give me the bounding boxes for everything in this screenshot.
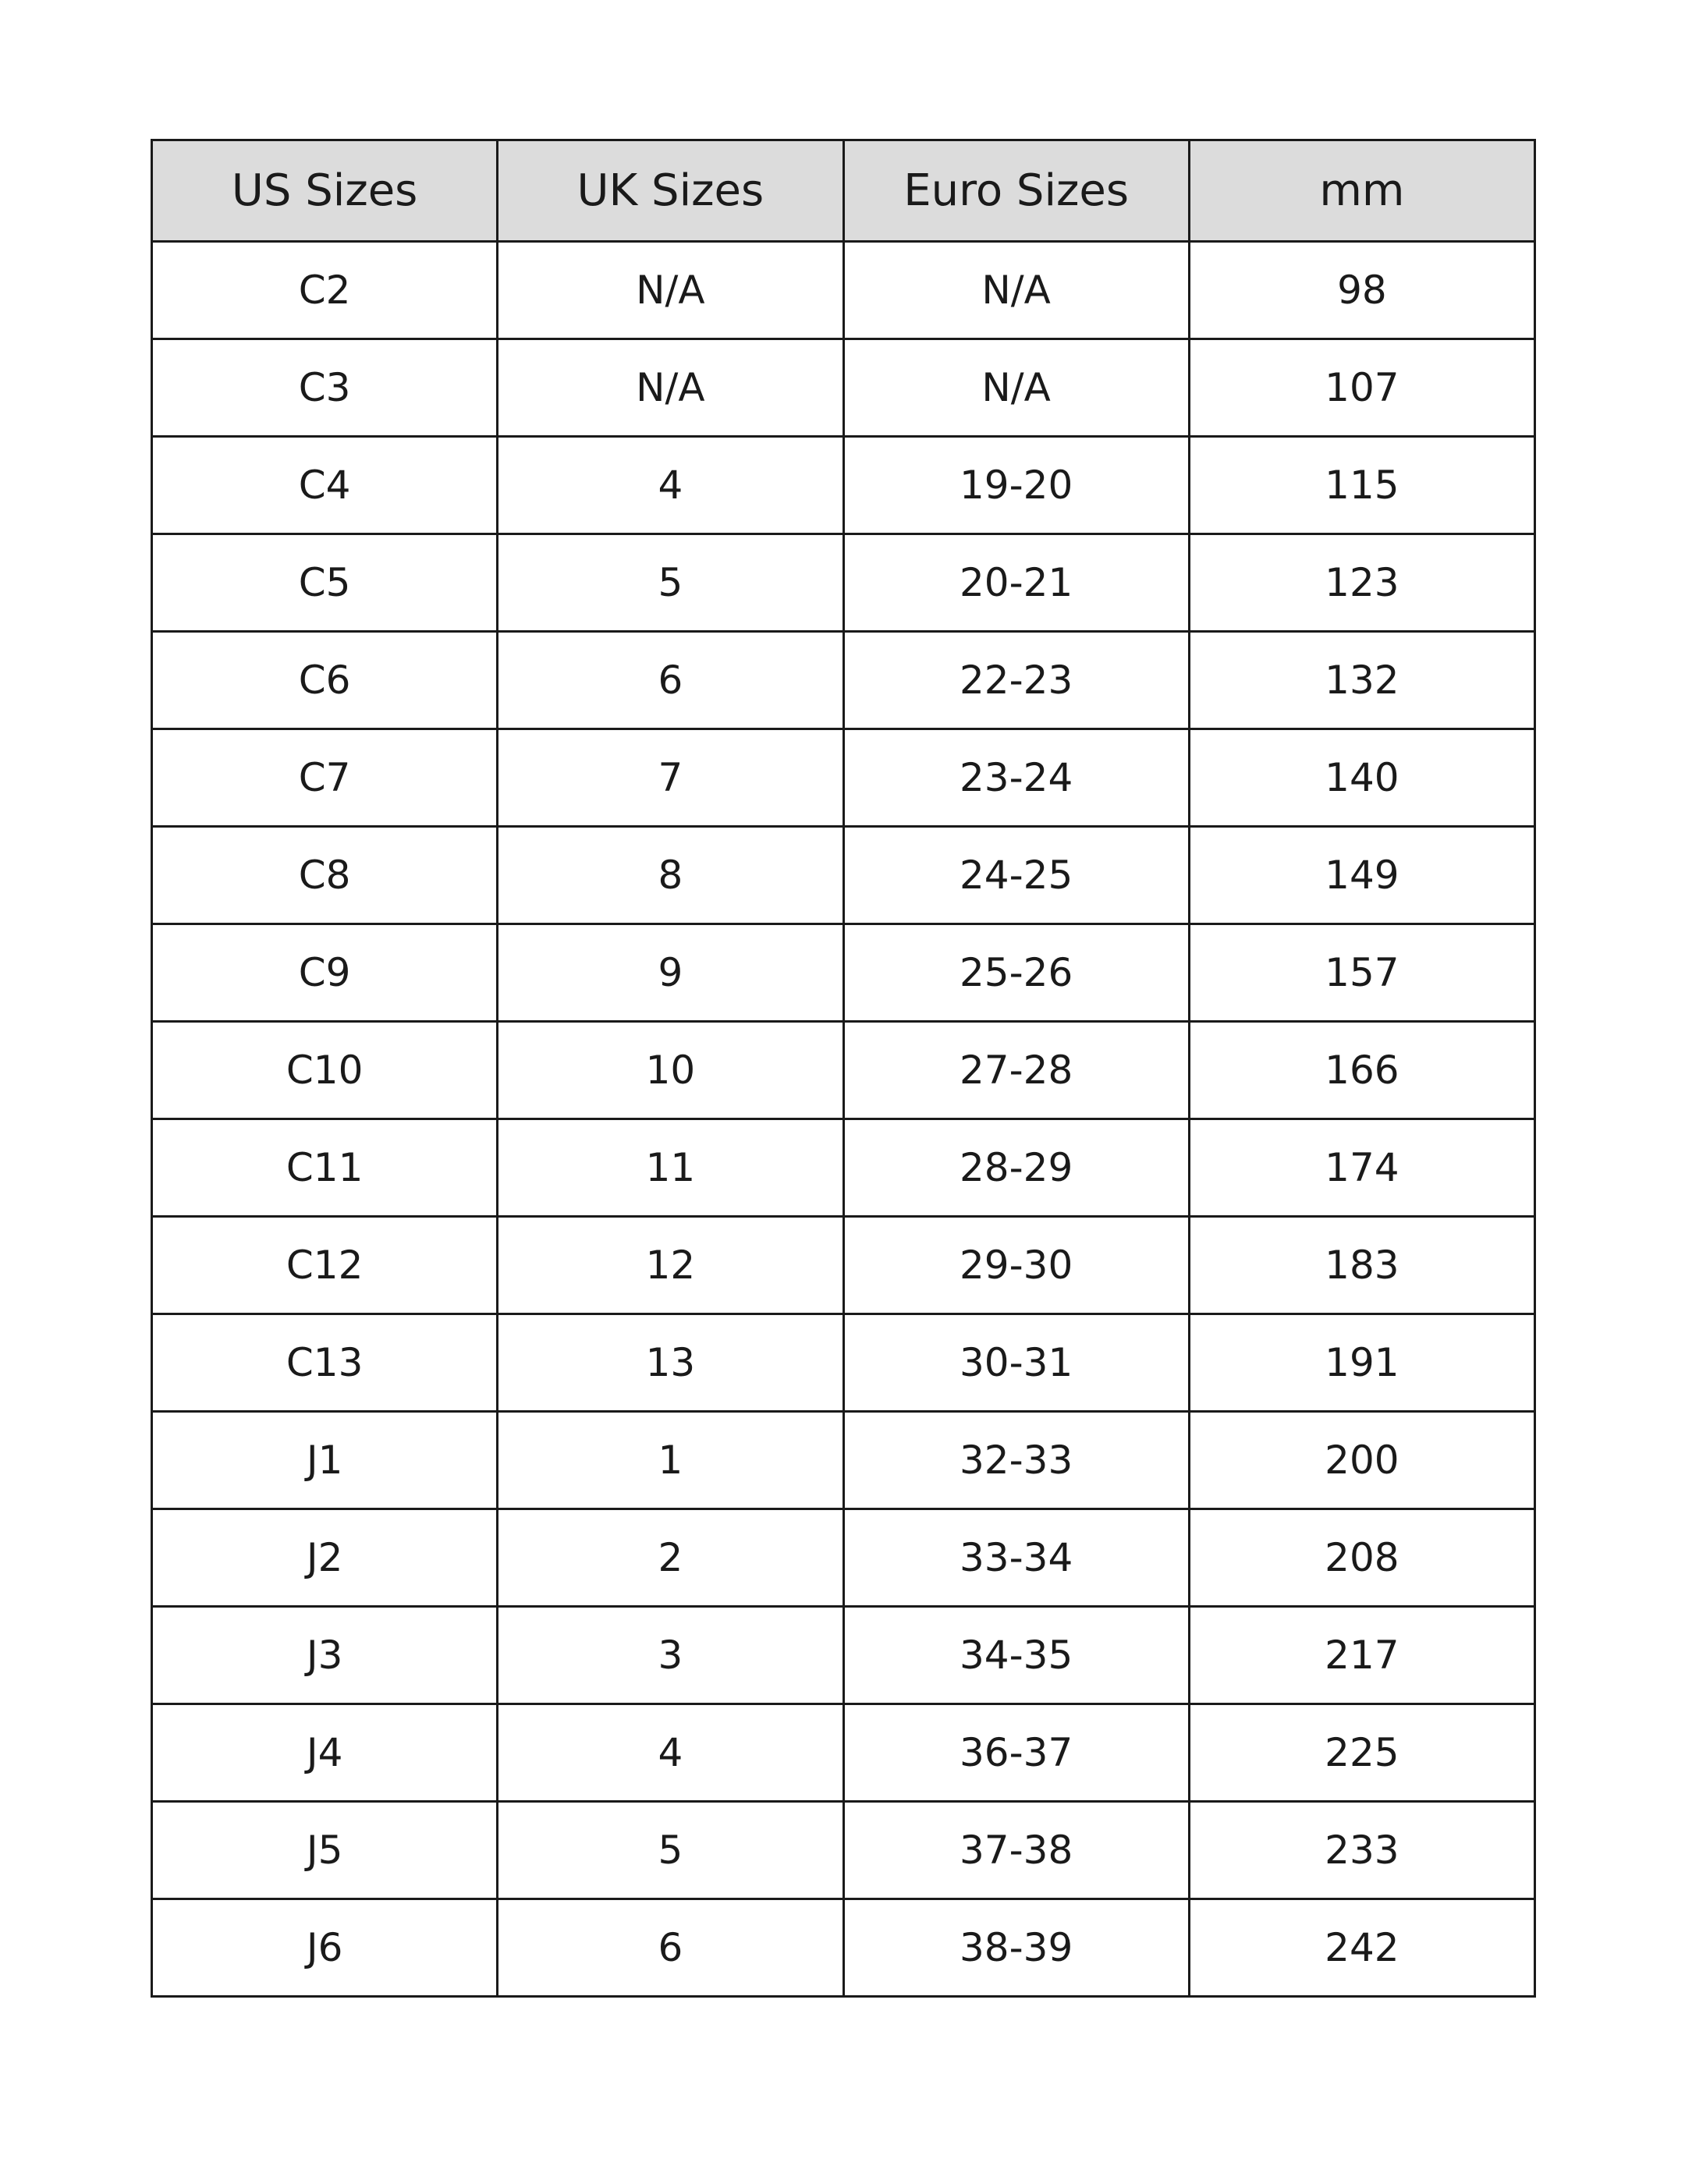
cell-uk-size: 4 <box>498 1704 843 1802</box>
cell-us-size: C5 <box>152 534 498 632</box>
cell-mm: 98 <box>1189 242 1534 339</box>
cell-us-size: C11 <box>152 1119 498 1217</box>
table-body <box>152 242 1535 1997</box>
cell-euro-size: 29-30 <box>843 1217 1189 1314</box>
table-row <box>152 632 1535 729</box>
cell-mm: 132 <box>1189 632 1534 729</box>
cell-us-size: J3 <box>152 1607 498 1704</box>
cell-uk-size: 2 <box>498 1509 843 1607</box>
size-conversion-table <box>151 139 1536 1998</box>
cell-uk-size: 4 <box>498 437 843 534</box>
header-row <box>152 140 1535 242</box>
cell-mm: 242 <box>1189 1899 1534 1997</box>
table-row <box>152 1314 1535 1412</box>
cell-us-size: C7 <box>152 729 498 827</box>
cell-euro-size: 24-25 <box>843 827 1189 924</box>
cell-mm: 191 <box>1189 1314 1534 1412</box>
table-row <box>152 1217 1535 1314</box>
cell-euro-size: N/A <box>843 242 1189 339</box>
cell-us-size: C10 <box>152 1022 498 1119</box>
cell-uk-size: 9 <box>498 924 843 1022</box>
cell-mm: 140 <box>1189 729 1534 827</box>
table-row <box>152 1022 1535 1119</box>
table-row <box>152 242 1535 339</box>
table-row <box>152 924 1535 1022</box>
cell-euro-size: 23-24 <box>843 729 1189 827</box>
table-row <box>152 1899 1535 1997</box>
cell-us-size: J6 <box>152 1899 498 1997</box>
cell-euro-size: 37-38 <box>843 1802 1189 1899</box>
cell-euro-size: 30-31 <box>843 1314 1189 1412</box>
table-row <box>152 534 1535 632</box>
cell-euro-size: 34-35 <box>843 1607 1189 1704</box>
cell-uk-size: 10 <box>498 1022 843 1119</box>
table-row <box>152 729 1535 827</box>
cell-us-size: C2 <box>152 242 498 339</box>
cell-euro-size: N/A <box>843 339 1189 437</box>
cell-uk-size: N/A <box>498 242 843 339</box>
cell-us-size: J1 <box>152 1412 498 1509</box>
cell-mm: 174 <box>1189 1119 1534 1217</box>
cell-euro-size: 33-34 <box>843 1509 1189 1607</box>
cell-euro-size: 20-21 <box>843 534 1189 632</box>
cell-uk-size: 5 <box>498 1802 843 1899</box>
cell-euro-size: 38-39 <box>843 1899 1189 1997</box>
cell-uk-size: 8 <box>498 827 843 924</box>
cell-uk-size: 3 <box>498 1607 843 1704</box>
cell-uk-size: 7 <box>498 729 843 827</box>
cell-mm: 149 <box>1189 827 1534 924</box>
cell-us-size: J2 <box>152 1509 498 1607</box>
column-header-mm: mm <box>1189 140 1534 242</box>
cell-uk-size: N/A <box>498 339 843 437</box>
table-header <box>152 140 1535 242</box>
cell-uk-size: 12 <box>498 1217 843 1314</box>
cell-mm: 217 <box>1189 1607 1534 1704</box>
table-row <box>152 1704 1535 1802</box>
cell-euro-size: 22-23 <box>843 632 1189 729</box>
cell-mm: 200 <box>1189 1412 1534 1509</box>
table-row <box>152 437 1535 534</box>
cell-mm: 225 <box>1189 1704 1534 1802</box>
table-row <box>152 827 1535 924</box>
cell-uk-size: 13 <box>498 1314 843 1412</box>
cell-mm: 233 <box>1189 1802 1534 1899</box>
cell-us-size: C13 <box>152 1314 498 1412</box>
cell-uk-size: 5 <box>498 534 843 632</box>
table-row <box>152 1802 1535 1899</box>
table-row <box>152 339 1535 437</box>
cell-us-size: C12 <box>152 1217 498 1314</box>
cell-euro-size: 36-37 <box>843 1704 1189 1802</box>
cell-mm: 123 <box>1189 534 1534 632</box>
cell-euro-size: 32-33 <box>843 1412 1189 1509</box>
cell-us-size: J5 <box>152 1802 498 1899</box>
table-row <box>152 1412 1535 1509</box>
cell-us-size: C3 <box>152 339 498 437</box>
cell-euro-size: 28-29 <box>843 1119 1189 1217</box>
cell-mm: 115 <box>1189 437 1534 534</box>
cell-uk-size: 6 <box>498 632 843 729</box>
cell-us-size: C4 <box>152 437 498 534</box>
cell-mm: 166 <box>1189 1022 1534 1119</box>
cell-uk-size: 1 <box>498 1412 843 1509</box>
cell-uk-size: 11 <box>498 1119 843 1217</box>
cell-mm: 157 <box>1189 924 1534 1022</box>
cell-us-size: C6 <box>152 632 498 729</box>
cell-us-size: J4 <box>152 1704 498 1802</box>
cell-mm: 107 <box>1189 339 1534 437</box>
cell-us-size: C9 <box>152 924 498 1022</box>
cell-mm: 183 <box>1189 1217 1534 1314</box>
cell-euro-size: 19-20 <box>843 437 1189 534</box>
cell-mm: 208 <box>1189 1509 1534 1607</box>
table-row <box>152 1607 1535 1704</box>
cell-uk-size: 6 <box>498 1899 843 1997</box>
column-header-euro-size: Euro Sizes <box>843 140 1189 242</box>
cell-euro-size: 25-26 <box>843 924 1189 1022</box>
table-row <box>152 1119 1535 1217</box>
cell-us-size: C8 <box>152 827 498 924</box>
column-header-uk-size: UK Sizes <box>498 140 843 242</box>
table-row <box>152 1509 1535 1607</box>
cell-euro-size: 27-28 <box>843 1022 1189 1119</box>
column-header-us-size: US Sizes <box>152 140 498 242</box>
